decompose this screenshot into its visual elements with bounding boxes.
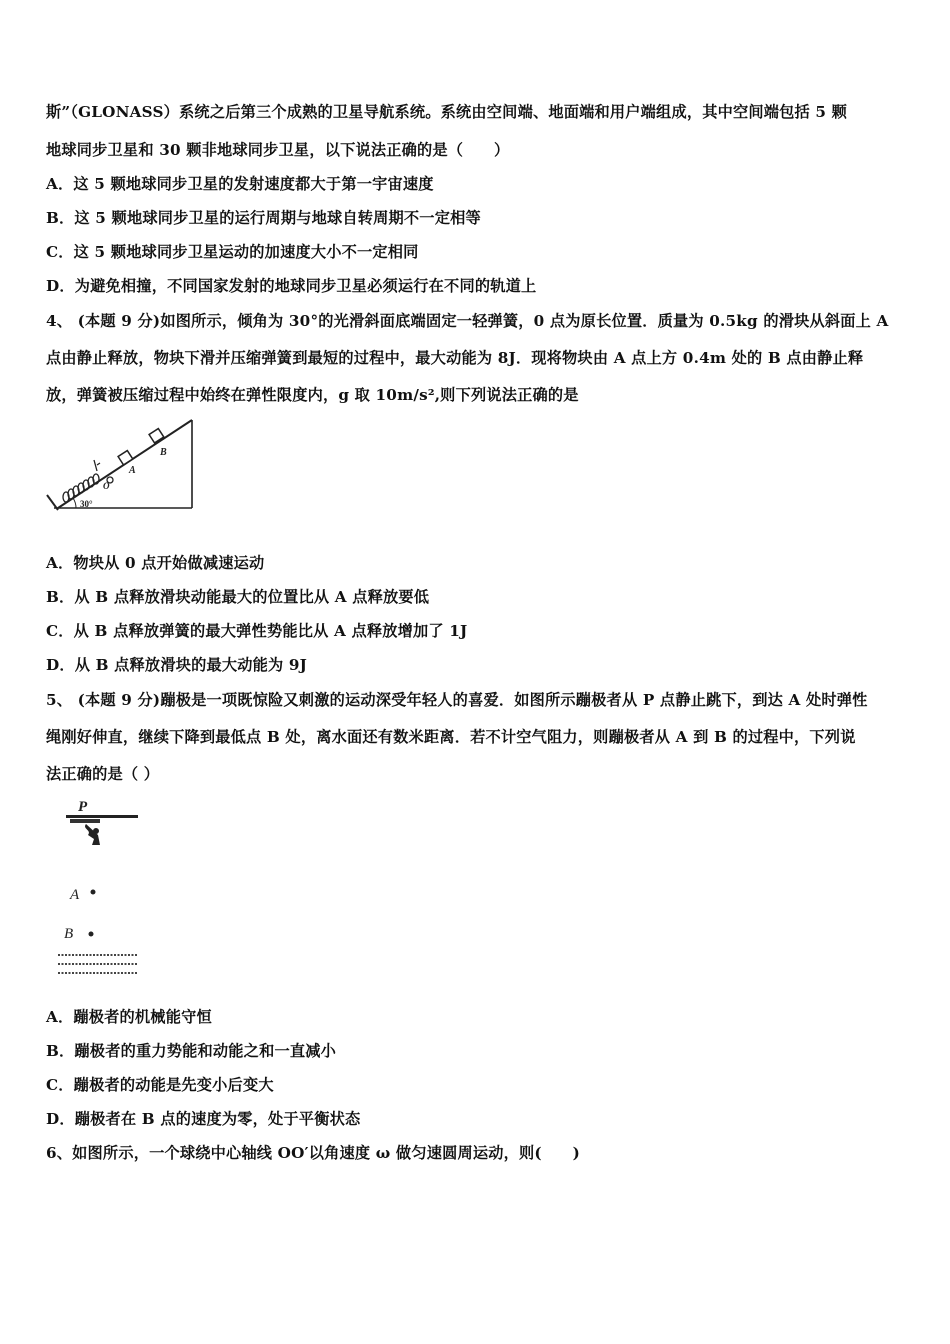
q6-stem-line1: 6、如图所示，一个球绕中心轴线 OO′以角速度 ω 做匀速圆周运动，则( ): [46, 1144, 580, 1162]
label-p: P: [78, 799, 88, 815]
q4-stem-line2: 点由静止释放，物块下滑并压缩弹簧到最短的过程中，最大动能为 8J．现将物块由 A 点上方 0.4m 处的 B 点由静止释: [46, 349, 864, 367]
q3-option-a: A．这 5 颗地球同步卫星的发射速度都大于第一宇宙速度: [46, 175, 434, 193]
q5-option-c: C．蹦极者的动能是先变小后变大: [46, 1076, 274, 1094]
q4-stem-line3: 放，弹簧被压缩过程中始终在弹性限度内，g 取 10m/s²,则下列说法正确的是: [46, 386, 579, 404]
q4-stem-line1: 4、 (本题 9 分)如图所示，倾角为 30°的光滑斜面底端固定一轻弹簧，0 点为原长位置．质量为 0.5kg 的滑块从斜面上 A: [46, 312, 889, 330]
q4-option-c: C．从 B 点释放弹簧的最大弹性势能比从 A 点释放增加了 1J: [46, 622, 468, 640]
q3-stem-line1: 斯”（GLONASS）系统之后第三个成熟的卫星导航系统。系统由空间端、地面端和用户端组成，其中空间端包括 5 颗: [46, 103, 848, 121]
label-angle: 30°: [80, 499, 93, 509]
q4-option-b: B．从 B 点释放滑块动能最大的位置比从 A 点释放要低: [46, 588, 430, 606]
q3-option-c: C．这 5 颗地球同步卫星运动的加速度大小不一定相同: [46, 243, 419, 261]
q4-option-a: A．物块从 0 点开始做减速运动: [46, 554, 265, 572]
q3-option-d: D．为避免相撞，不同国家发射的地球同步卫星必须运行在不同的轨道上: [46, 277, 537, 295]
q3-stem-line2: 地球同步卫星和 30 颗非地球同步卫星，以下说法正确的是（ ）: [46, 141, 510, 159]
incline-spring-figure: [44, 415, 199, 517]
q3-option-b: B．这 5 颗地球同步卫星的运行周期与地球自转周期不一定相等: [46, 209, 481, 227]
q5-option-b: B．蹦极者的重力势能和动能之和一直减小: [46, 1042, 337, 1060]
q4-option-d: D．从 B 点释放滑块的最大动能为 9J: [46, 656, 308, 674]
q5-stem-line2: 绳刚好伸直，继续下降到最低点 B 处，离水面还有数米距离．若不计空气阻力，则蹦极者从 A 到 B 的过程中，下列说: [46, 728, 856, 746]
q5-option-a: A．蹦极者的机械能守恒: [46, 1008, 212, 1026]
label-b-point: B: [64, 926, 74, 942]
q5-stem-line3: 法正确的是（ ）: [46, 765, 160, 783]
q5-option-d: D．蹦极者在 B 点的速度为零，处于平衡状态: [46, 1110, 361, 1128]
label-a: A: [129, 465, 136, 476]
label-o: O: [103, 481, 110, 491]
q5-stem-line1: 5、 (本题 9 分)蹦极是一项既惊险又刺激的运动深受年轻人的喜爱．如图所示蹦极者从 P 点静止跳下，到达 A 处时弹性: [46, 691, 868, 709]
label-b: B: [160, 447, 167, 458]
bungee-figure: [56, 795, 146, 980]
label-a-point: A: [70, 887, 80, 903]
